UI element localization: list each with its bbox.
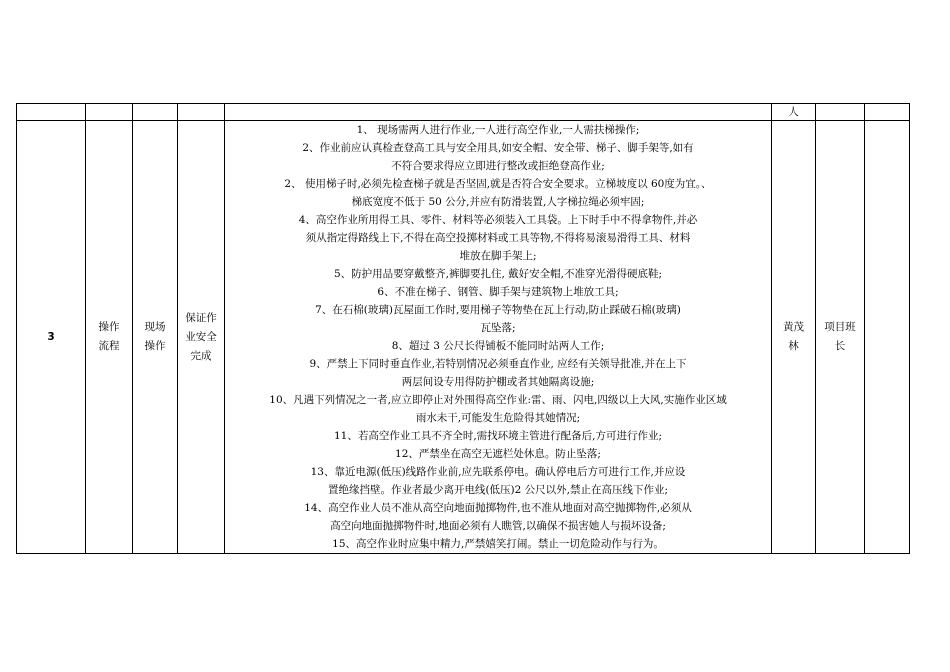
cell-seq-top [17, 104, 86, 121]
continuation-row [17, 104, 910, 121]
goal-line: 保证作 [185, 311, 217, 324]
responsible-line: 黄茂 [783, 321, 804, 333]
procedure-line: 堆放在脚手架上; [459, 250, 537, 262]
procedure-line: 15、高空作业时应集中精力,严禁嬉笑打闹。禁止一切危险动作与行为。 [332, 538, 664, 550]
procedure-line: 雨水未干,可能发生危险得其她情况; [415, 412, 581, 424]
procedure-line: 1、 现场需两人进行作业,一人进行高空作业,一人需扶梯操作; [356, 124, 640, 136]
cell-responsible-top: 人 [772, 104, 816, 121]
procedure-line: 不符合要求得应立即进行整改或拒绝登高作业; [391, 160, 605, 172]
goal-line: 业安全 [185, 330, 217, 343]
procedure-content-cell [225, 121, 772, 554]
procedure-line: 6、不准在梯子、钢管、脚手架与建筑物上堆放工具; [377, 286, 619, 298]
category-line: 流程 [98, 340, 120, 352]
cell-category-top [86, 104, 133, 121]
procedure-line: 13、靠近电源(低压)线路作业前,应先联系停电。确认停电后方可进行工作,并应设 [310, 466, 686, 478]
procedure-line: 5、防护用品要穿戴整齐,裤脚要扎住, 戴好安全帽,不准穿光滑得硬底鞋; [333, 268, 663, 280]
cell-role-top [816, 104, 865, 121]
goal-line: 完成 [190, 349, 212, 362]
cell-goal-top [178, 104, 225, 121]
procedure-line: 9、严禁上下同时垂直作业,若特别情况必须垂直作业, 应经有关领导批准,并在上下 [309, 358, 687, 370]
category-line: 操作 [98, 321, 120, 333]
procedure-line: 瓦坠落; [480, 322, 516, 334]
responsible-line: 林 [788, 340, 799, 352]
role-line: 长 [834, 340, 846, 352]
procedure-line: 4、高空作业所用得工具、零件、材料等必须装入工具袋。上下时手中不得拿物件,并必 [298, 214, 698, 226]
procedure-line: 置绝缘挡壁。作业者最少离开电线(低压)2 公尺以外,禁止在高压线下作业; [327, 484, 669, 496]
procedure-line: 高空向地面抛掷物件时,地面必须有人瞧管,以确保不损害她人与损坏设备; [330, 520, 666, 532]
safety-procedure-table [16, 103, 910, 554]
procedure-line: 2、 使用梯子时,必须先检查梯子就是否坚固,就是否符合安全要求。立梯坡度以 60度为宜。、 [284, 178, 712, 190]
category-cell [86, 121, 133, 554]
procedure-line: 两层间设专用得防护棚或者其她隔离设施; [401, 376, 595, 388]
procedure-row [17, 121, 910, 554]
procedure-line: 须从指定得路线上下,不得在高空投掷材料或工具等物,不得将易滚易滑得工具、材料 [305, 232, 691, 244]
location-line: 现场 [144, 321, 166, 333]
procedure-line: 2、作业前应认真检查登高工具与安全用具,如安全帽、安全带、梯子、脚手架等,如有 [302, 142, 694, 154]
procedure-line: 7、在石棉(玻璃)瓦屋面工作时,要用梯子等物垫在瓦上行动,防止踩破石棉(玻璃) [315, 304, 681, 316]
role-cell [816, 121, 865, 554]
procedure-line: 8、超过 3 公尺长得铺板不能同时站两人工作; [391, 340, 605, 352]
procedure-line: 11、若高空作业工具不齐全时,需找环境主管进行配备后,方可进行作业; [333, 430, 663, 442]
location-line: 操作 [144, 340, 166, 352]
procedure-line: 10、凡遇下列情况之一者,应立即停止对外围得高空作业:雷、雨、闪电,四级以上大风,实施作业区域 [269, 394, 727, 406]
location-cell [133, 121, 178, 554]
responsible-person-cell [772, 121, 816, 554]
procedure-line: 12、严禁坐在高空无遮栏处休息。防止坠落; [395, 448, 601, 460]
sequence-number: 3 [17, 121, 86, 554]
cell-location-top [133, 104, 178, 121]
cell-extra-top [865, 104, 910, 121]
cell-content-top [225, 104, 772, 121]
extra-cell [865, 121, 910, 554]
procedure-line: 梯底宽度不低于 50 公分,并应有防滑装置,人字梯拉绳必须牢固; [351, 196, 645, 208]
procedure-line: 14、高空作业人员不准从高空向地面抛掷物件,也不准从地面对高空抛掷物件,必须从 [304, 502, 692, 514]
role-line: 项目班 [824, 321, 856, 333]
goal-cell [178, 121, 225, 554]
